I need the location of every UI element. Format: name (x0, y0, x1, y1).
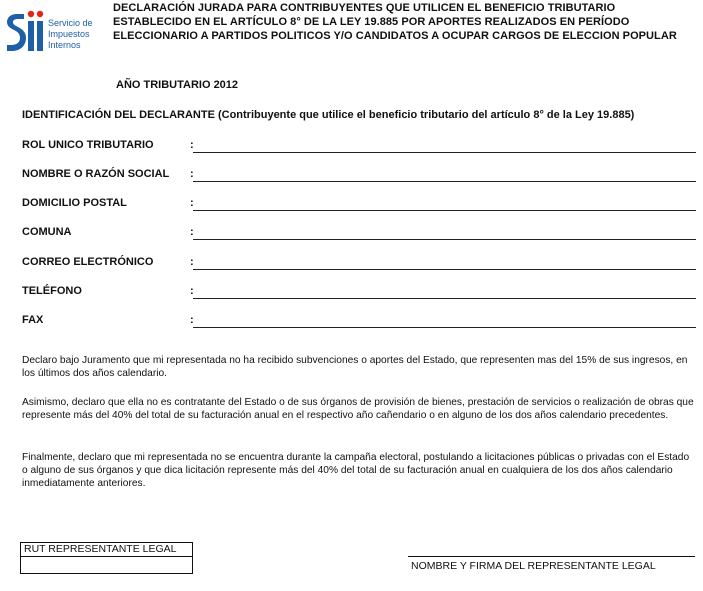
declaration-paragraph-1: Declaro bajo Juramento que mi representada no ha recibido subvenciones o aportes del Estado, que representen mas del 15% de sus ingresos, en los últimos dos años calendario. (22, 355, 688, 379)
field-postal-address-colon: : (190, 197, 194, 209)
declaration-paragraph-3: Finalmente, declaro que mi representada no se encuentra durante la campaña electoral, postulando a licitaciones públicas o privadas con el Estado o alguno de sus órganos y que dica licitación represente más del 40% del total de su facturación anual en cualquiera de los dos años calendario inmediatamente anteriores. (22, 452, 690, 489)
field-commune (22, 224, 696, 240)
declarant-section-heading: IDENTIFICACIÓN DEL DECLARANTE (Contribuyente que utilice el beneficio tributario del artículo 8° de la Ley 19.885) (22, 109, 635, 121)
rut-legal-representative-input[interactable] (21, 557, 192, 572)
signature-line[interactable] (408, 556, 695, 557)
logo-line-2: Impuestos (48, 29, 90, 39)
field-name (22, 166, 696, 182)
sii-logo (4, 4, 112, 62)
field-postal-address-label: DOMICILIO POSTAL (22, 197, 127, 209)
field-email (22, 254, 696, 270)
field-fax (22, 312, 696, 328)
field-rut-input-line[interactable] (193, 152, 696, 153)
field-fax-input-line[interactable] (193, 327, 696, 328)
field-rut (22, 137, 696, 153)
rut-legal-representative-box (20, 542, 193, 574)
field-fax-colon: : (190, 314, 194, 326)
logo-line-1: Servicio de (48, 18, 93, 28)
logo-wordmark (48, 18, 93, 51)
field-commune-colon: : (190, 226, 194, 238)
signature-label: NOMBRE Y FIRMA DEL REPRESENTANTE LEGAL (411, 560, 656, 572)
field-fax-label: FAX (22, 314, 44, 326)
field-postal-address-input-line[interactable] (193, 210, 696, 211)
field-name-input-line[interactable] (193, 181, 696, 182)
declaration-paragraph-2: Asimismo, declaro que ella no es contratante del Estado o de sus órganos de provisión de bienes, prestación de servicios o realización de obras que represente más del 40% del total de su facturación anual en el respectivo año cañendario o en alguno de los dos años calendario precedentes. (22, 397, 694, 421)
rut-legal-representative-label: RUT REPRESENTANTE LEGAL (21, 543, 192, 557)
field-rut-colon: : (190, 139, 194, 151)
tax-year: AÑO TRIBUTARIO 2012 (116, 79, 239, 91)
field-commune-label: COMUNA (22, 226, 72, 238)
field-email-colon: : (190, 256, 194, 268)
field-phone-label: TELÉFONO (22, 285, 82, 297)
field-name-label: NOMBRE O RAZÓN SOCIAL (22, 168, 170, 180)
document-title: DECLARACIÓN JURADA PARA CONTRIBUYENTES QUE UTILICEN EL BENEFICIO TRIBUTARIO ESTABLECIDO EN EL ARTÍCULO 8° DE LA LEY 19.885 POR APORTES REALIZADOS EN PERÍODO ELECCIONARIO A PARTIDOS POLITICOS Y/O CANDIDATOS A OCUPAR CARGOS DE ELECCION POPULAR (113, 2, 677, 42)
sii-logo-icon (4, 4, 48, 62)
field-rut-label: ROL UNICO TRIBUTARIO (22, 139, 154, 151)
field-postal-address (22, 195, 696, 211)
field-phone-colon: : (190, 285, 194, 297)
field-email-label: CORREO ELECTRÓNICO (22, 256, 154, 268)
field-commune-input-line[interactable] (193, 239, 696, 240)
field-phone-input-line[interactable] (193, 298, 696, 299)
field-name-colon: : (190, 168, 194, 180)
logo-line-3: Internos (48, 40, 81, 50)
field-phone (22, 283, 696, 299)
field-email-input-line[interactable] (193, 269, 696, 270)
